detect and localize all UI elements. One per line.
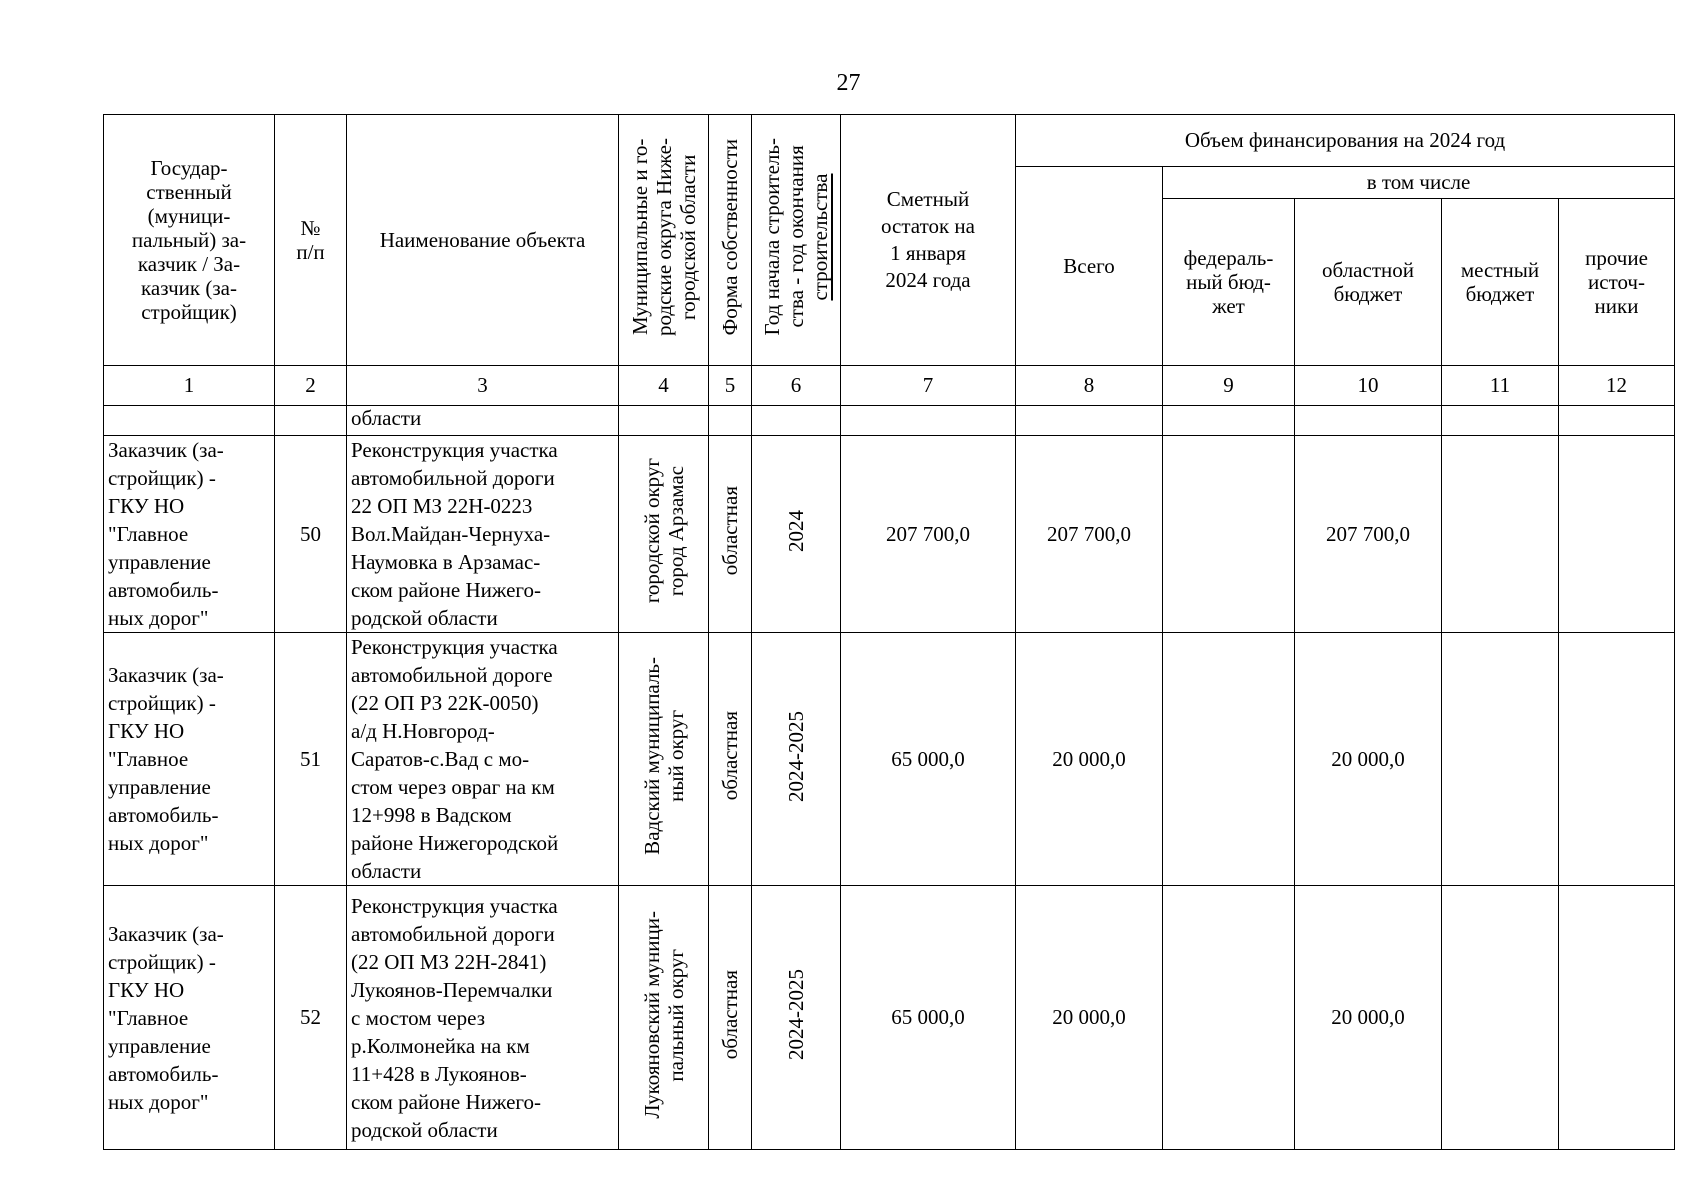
column-number: 8 (1016, 366, 1163, 406)
empty-cell (1295, 406, 1442, 436)
row-local (1442, 886, 1559, 1150)
row-other (1559, 633, 1675, 886)
row-num: 52 (275, 886, 347, 1150)
header-total: Всего (1016, 167, 1163, 366)
header-ownership: Форма собственности (709, 115, 752, 366)
row-object: Реконструкция участка автомобильной дороги 22 ОП МЗ 22Н-0223 Вол.Майдан-Чернуха- Наумовка в Арзамас- ском районе Нижего- родской области (347, 436, 619, 633)
financing-table (103, 114, 1675, 1150)
row-other (1559, 436, 1675, 633)
row-total: 20 000,0 (1016, 886, 1163, 1150)
page-number: 27 (836, 70, 861, 96)
row-total: 20 000,0 (1016, 633, 1163, 886)
column-number: 6 (752, 366, 841, 406)
empty-cell (841, 406, 1016, 436)
column-number: 2 (275, 366, 347, 406)
continuation-text: области (347, 406, 619, 436)
row-balance: 65 000,0 (841, 633, 1016, 886)
row-federal (1163, 886, 1295, 1150)
empty-cell (275, 406, 347, 436)
header-customer: Государ- ственный (муници- пальный) за- казчик / За- казчик (за- стройщик) (104, 115, 275, 366)
row-other (1559, 886, 1675, 1150)
empty-cell (104, 406, 275, 436)
empty-cell (1559, 406, 1675, 436)
row-customer: Заказчик (за- стройщик) - ГКУ НО "Главное управление автомобиль- ных дорог" (104, 633, 275, 886)
row-regional: 20 000,0 (1295, 886, 1442, 1150)
row-years: 2024 (752, 436, 841, 633)
header-financing: Объем финансирования на 2024 год (1016, 115, 1675, 167)
column-number: 4 (619, 366, 709, 406)
column-number: 3 (347, 366, 619, 406)
row-years: 2024-2025 (752, 633, 841, 886)
empty-cell (709, 406, 752, 436)
empty-cell (752, 406, 841, 436)
empty-cell (1442, 406, 1559, 436)
row-customer: Заказчик (за- стройщик) - ГКУ НО "Главное управление автомобиль- ных дорог" (104, 886, 275, 1150)
row-regional: 20 000,0 (1295, 633, 1442, 886)
column-number: 11 (1442, 366, 1559, 406)
column-number: 7 (841, 366, 1016, 406)
column-number: 9 (1163, 366, 1295, 406)
row-customer: Заказчик (за- стройщик) - ГКУ НО "Главное управление автомобиль- ных дорог" (104, 436, 275, 633)
header-municipality: Муниципальные и го- родские округа Ниже- городской области (619, 115, 709, 366)
row-num: 51 (275, 633, 347, 886)
row-num: 50 (275, 436, 347, 633)
row-total: 207 700,0 (1016, 436, 1163, 633)
header-regional: областной бюджет (1295, 199, 1442, 366)
header-balance: Сметный остаток на 1 января 2024 года (841, 115, 1016, 366)
row-municipality: городской округ город Арзамас (619, 436, 709, 633)
row-local (1442, 436, 1559, 633)
row-municipality: Вадский муниципаль- ный округ (619, 633, 709, 886)
row-ownership: областная (709, 633, 752, 886)
empty-cell (1016, 406, 1163, 436)
row-object: Реконструкция участка автомобильной дороги (22 ОП МЗ 22Н-2841) Лукоянов-Перемчалки с мостом через р.Колмонейка на км 11+428 в Лукоянов- ском районе Нижего- родской области (347, 886, 619, 1150)
row-municipality: Лукояновский муници- пальный округ (619, 886, 709, 1150)
header-local: местный бюджет (1442, 199, 1559, 366)
empty-cell (619, 406, 709, 436)
empty-cell (1163, 406, 1295, 436)
row-object: Реконструкция участка автомобильной дороге (22 ОП РЗ 22К-0050) а/д Н.Новгород- Саратов-с.Вад с мо- стом через овраг на км 12+998 в Вадском районе Нижегородской области (347, 633, 619, 886)
row-local (1442, 633, 1559, 886)
column-number: 1 (104, 366, 275, 406)
row-ownership: областная (709, 886, 752, 1150)
column-number: 12 (1559, 366, 1675, 406)
row-years: 2024-2025 (752, 886, 841, 1150)
column-number: 10 (1295, 366, 1442, 406)
table-row (104, 633, 1675, 886)
column-numbers-row (104, 366, 1675, 406)
table-row (104, 436, 1675, 633)
header-years: Год начала строитель- ства - год окончания строительства (752, 115, 841, 366)
header-other: прочие источ- ники (1559, 199, 1675, 366)
row-federal (1163, 436, 1295, 633)
header-num: № п/п (275, 115, 347, 366)
row-balance: 207 700,0 (841, 436, 1016, 633)
table-row (104, 886, 1675, 1150)
header-federal: федераль- ный бюд- жет (1163, 199, 1295, 366)
header-including: в том числе (1163, 167, 1675, 199)
column-number: 5 (709, 366, 752, 406)
row-federal (1163, 633, 1295, 886)
row-ownership: областная (709, 436, 752, 633)
row-balance: 65 000,0 (841, 886, 1016, 1150)
row-regional: 207 700,0 (1295, 436, 1442, 633)
header-object-name: Наименование объекта (347, 115, 619, 366)
continuation-row (104, 406, 1675, 436)
